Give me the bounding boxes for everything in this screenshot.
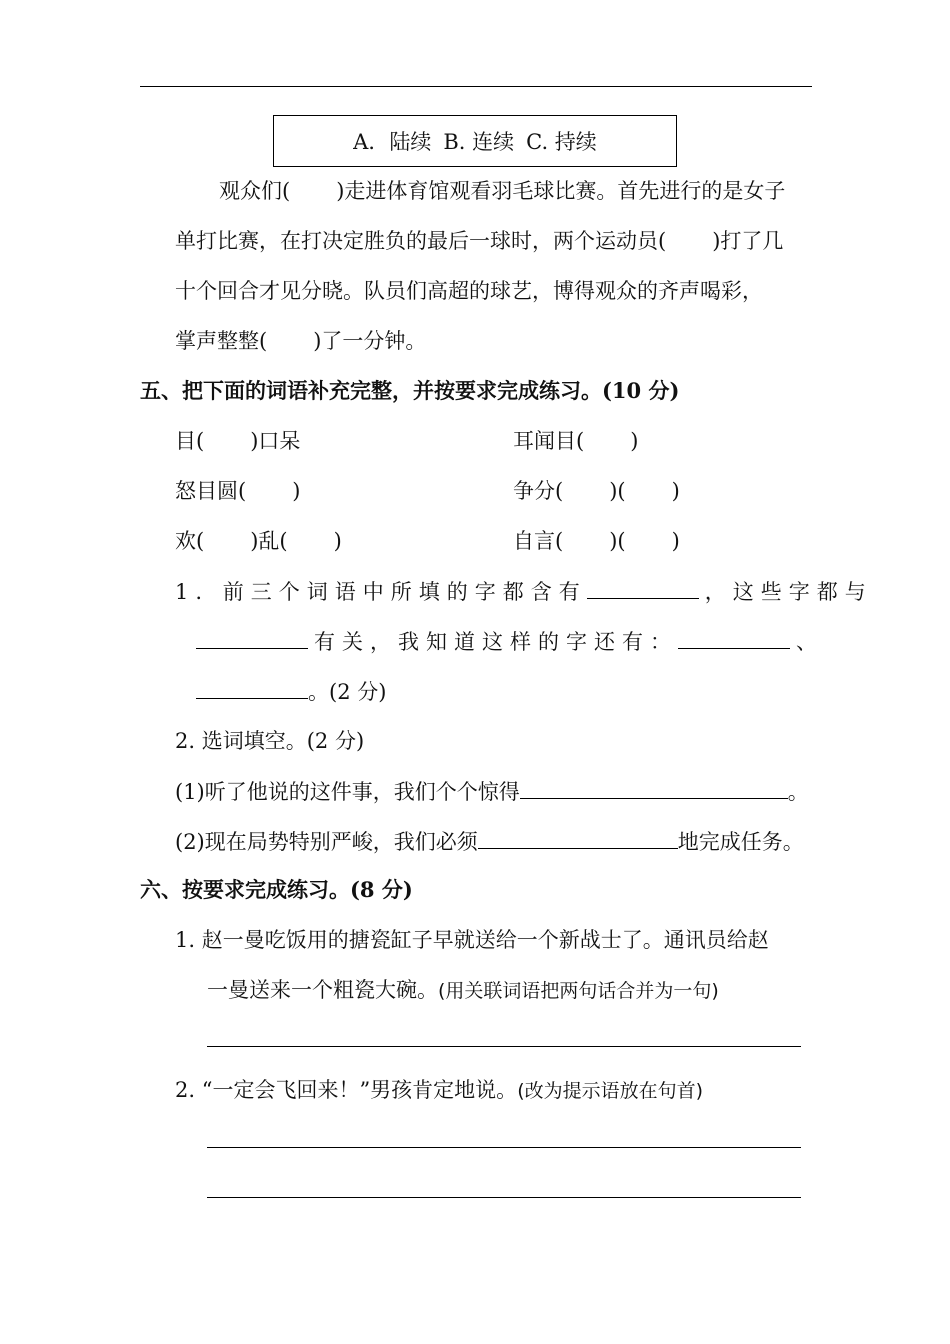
- passage-line-2: 单打比赛，在打决定胜负的最后一球时，两个运动员( )打了几: [175, 229, 784, 253]
- s6-q1-line-2: 一曼送来一个粗瓷大碗。(用关联词语把两句话合并为一句): [207, 978, 719, 1002]
- answer-line[interactable]: [207, 1147, 801, 1148]
- answer-line[interactable]: [207, 1046, 801, 1047]
- s5-q2-sentence-2: (2)现在局势特别严峻，我们必须 地完成任务。: [175, 826, 804, 857]
- section-5-title: 五、把下面的词语补充完整，并按要求完成练习。(10 分): [140, 378, 680, 403]
- passage-line-1: 观众们( )走进体育馆观看羽毛球比赛。首先进行的是女子: [219, 179, 786, 203]
- idiom-5: 欢( )乱( ): [175, 529, 342, 553]
- idiom-3: 怒目圆( ): [175, 479, 301, 503]
- option-b: B. 连续: [443, 130, 515, 154]
- answer-blank[interactable]: [478, 826, 678, 849]
- idiom-6: 自言( )( ): [513, 529, 680, 553]
- idiom-4: 争分( )( ): [513, 479, 680, 503]
- s6-q1-line-1: 1. 赵一曼吃饭用的搪瓷缸子早就送给一个新战士了。通讯员给赵: [175, 928, 769, 952]
- s5-q1-line-2: 有关，我知道这样的字还有： 、: [196, 626, 817, 657]
- s5-q2-sentence-1: (1)听了他说的这件事，我们个个惊得 。: [175, 776, 809, 807]
- answer-blank[interactable]: [196, 676, 308, 699]
- answer-blank[interactable]: [678, 626, 790, 649]
- s5-q1-line-1: 1. 前三个词语中所填的字都含有 ，这些字都与: [175, 576, 873, 607]
- s5-q2-title: 2. 选词填空。(2 分): [175, 729, 365, 753]
- s5-q1-line-3: 。(2 分): [196, 676, 386, 707]
- header-rule: [140, 86, 812, 87]
- option-c: C. 持续: [526, 130, 597, 154]
- idiom-1: 目( )口呆: [175, 429, 301, 453]
- answer-blank[interactable]: [196, 626, 308, 649]
- passage-line-3: 十个回合才见分晓。队员们高超的球艺，博得观众的齐声喝彩，: [175, 279, 763, 303]
- idiom-2: 耳闻目( ): [513, 429, 639, 453]
- answer-line[interactable]: [207, 1197, 801, 1198]
- answer-blank[interactable]: [520, 776, 788, 799]
- section-6-title: 六、按要求完成练习。(8 分): [140, 877, 413, 902]
- s6-q2-line-1: 2. “一定会飞回来！”男孩肯定地说。(改为提示语放在句首): [175, 1078, 704, 1102]
- option-a: A．陆续: [353, 130, 432, 154]
- passage-line-4: 掌声整整( )了一分钟。: [175, 329, 427, 353]
- options-box: [273, 115, 677, 167]
